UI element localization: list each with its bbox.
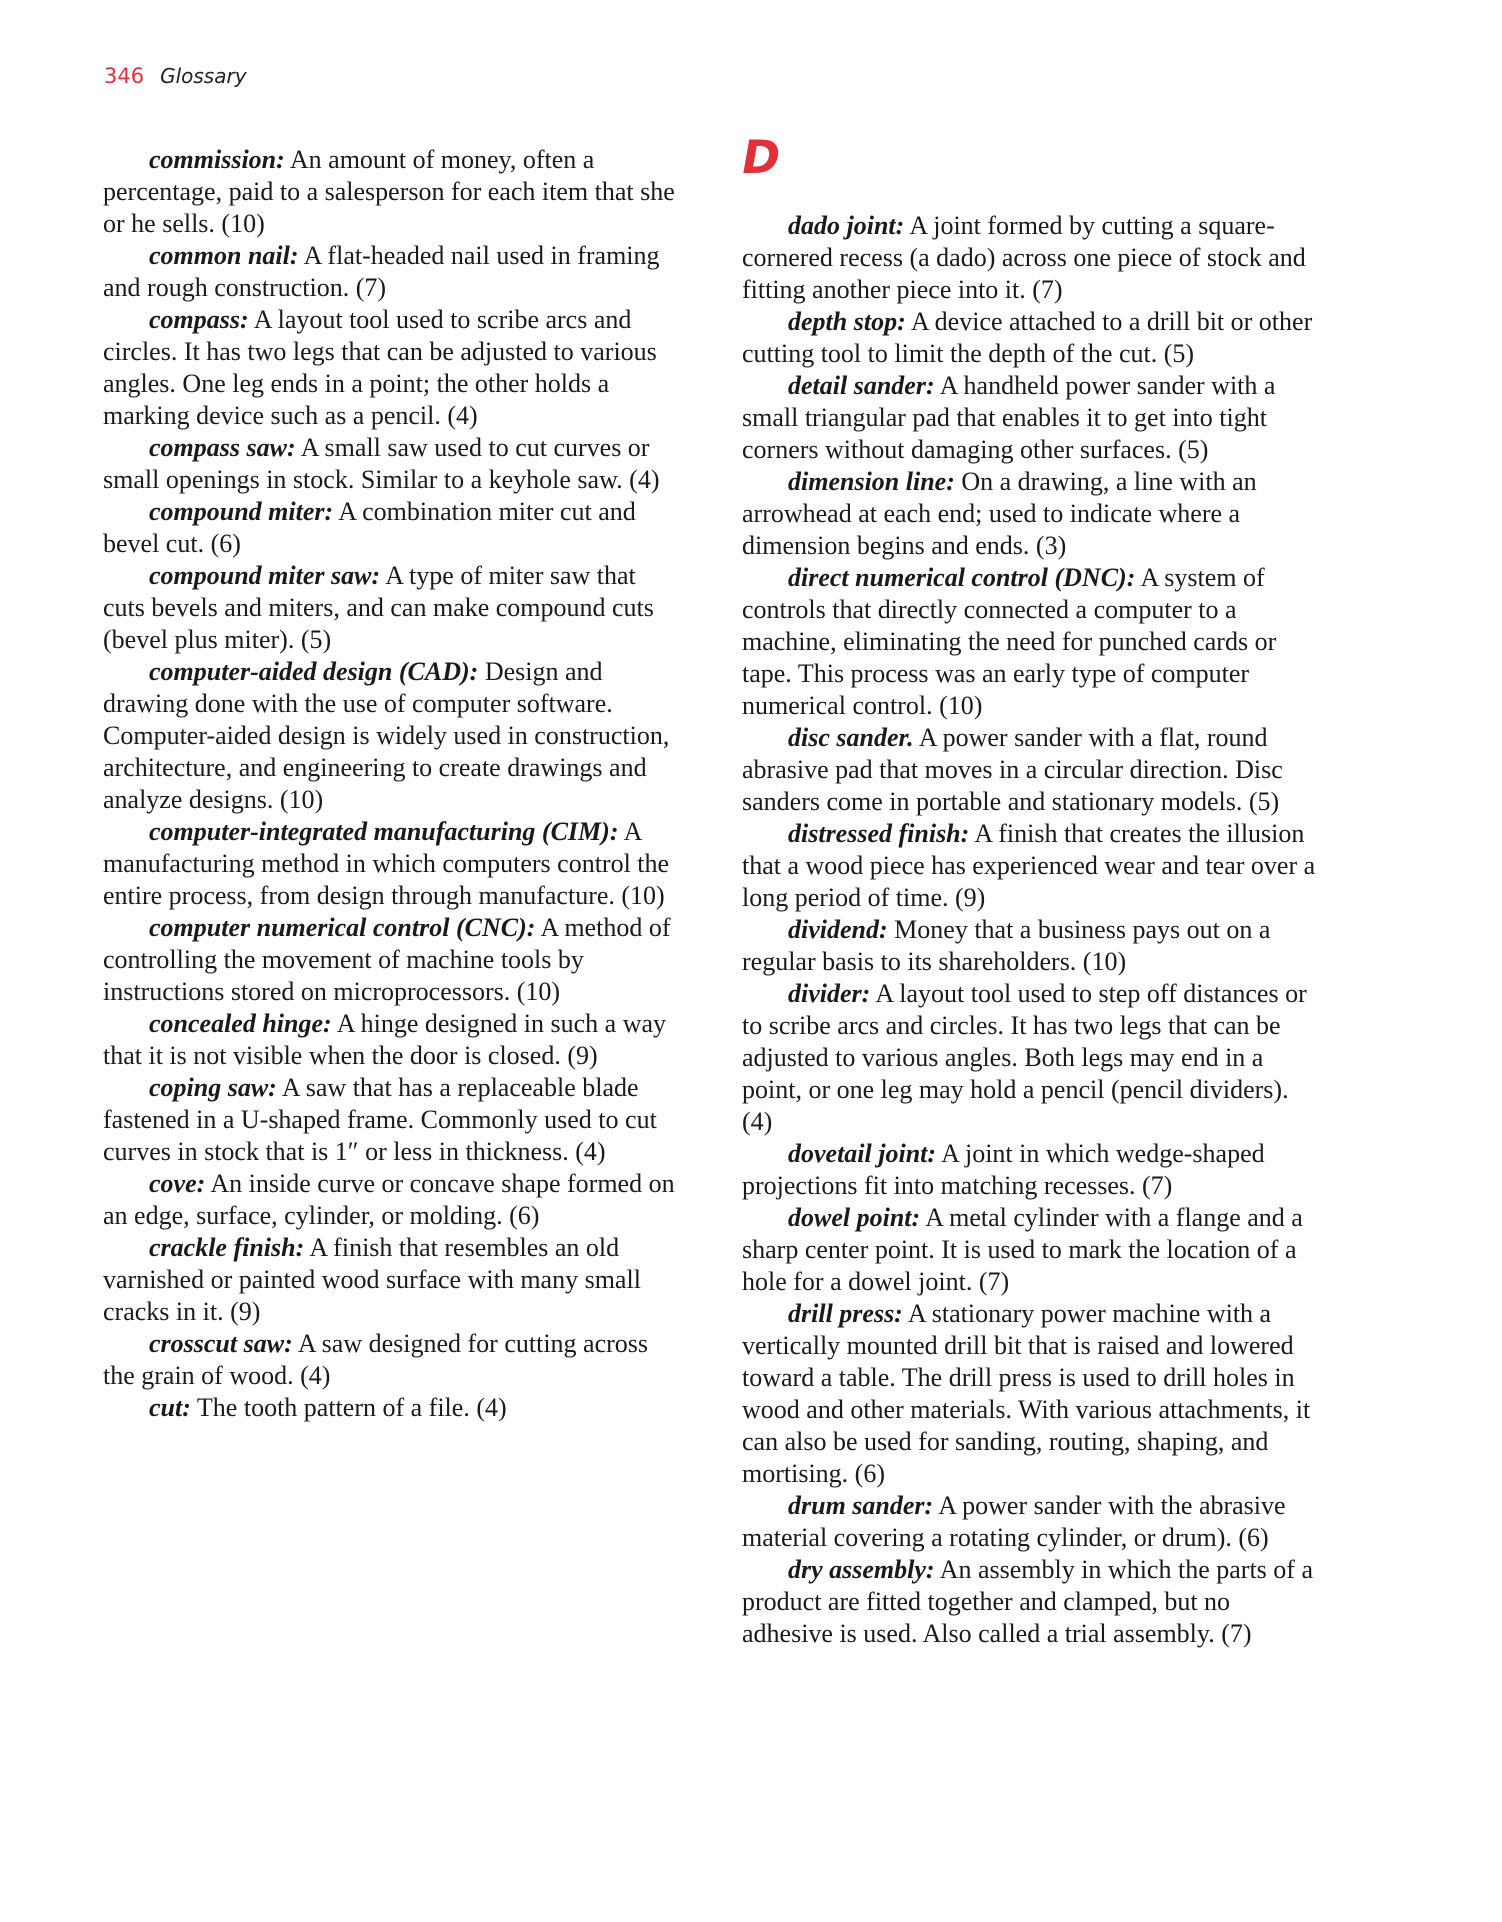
- glossary-definition: A stationary power machine with a vertically mounted drill bit that is raised and lowered toward a table. The drill press is used to drill holes in wood and other materials. With various attachments, it can also be used for sanding, routing, shaping, and mortising. (6): [742, 1299, 1311, 1488]
- glossary-term: dimension line:: [788, 467, 955, 496]
- glossary-term: dovetail joint:: [788, 1139, 937, 1168]
- glossary-entry: [742, 978, 1322, 1138]
- glossary-entry: [103, 432, 683, 496]
- glossary-term: distressed finish:: [788, 819, 970, 848]
- glossary-term: dry assembly:: [788, 1555, 935, 1584]
- glossary-entry: [103, 496, 683, 560]
- glossary-term: drill press:: [788, 1299, 903, 1328]
- glossary-term: dowel point:: [788, 1203, 921, 1232]
- glossary-definition: A device attached to a drill bit or other cutting tool to limit the depth of the cut. (5): [742, 307, 1313, 368]
- glossary-definition: A metal cylinder with a flange and a sharp center point. It is used to mark the location of a hole for a dowel joint. (7): [742, 1203, 1303, 1296]
- right-column: [742, 210, 1322, 1650]
- glossary-definition: An inside curve or concave shape formed on an edge, surface, cylinder, or molding. (6): [103, 1169, 675, 1230]
- glossary-definition: An assembly in which the parts of a product are fitted together and clamped, but no adhesive is used. Also called a trial assembly. (7): [742, 1555, 1313, 1648]
- glossary-term: concealed hinge:: [149, 1009, 332, 1038]
- glossary-entry: [103, 304, 683, 432]
- glossary-term: drum sander:: [788, 1491, 934, 1520]
- glossary-term: commission:: [149, 145, 285, 174]
- glossary-term: coping saw:: [149, 1073, 277, 1102]
- glossary-term: computer numerical control (CNC):: [149, 913, 536, 942]
- glossary-definition: A type of miter saw that cuts bevels and miters, and can make compound cuts (bevel plus miter). (5): [103, 561, 654, 654]
- glossary-definition: A saw that has a replaceable blade fastened in a U-shaped frame. Commonly used to cut curves in stock that is 1″ or less in thickness. (4): [103, 1073, 657, 1166]
- glossary-definition: A manufacturing method in which computers control the entire process, from design through manufacture. (10): [103, 817, 670, 910]
- page-number: 346: [104, 64, 145, 88]
- glossary-term: crackle finish:: [149, 1233, 305, 1262]
- glossary-term: computer-integrated manufacturing (CIM):: [149, 817, 619, 846]
- running-title: Glossary: [160, 64, 247, 88]
- glossary-term: direct numerical control (DNC):: [788, 563, 1136, 592]
- glossary-term: compass saw:: [149, 433, 296, 462]
- glossary-entry: [742, 1202, 1322, 1298]
- glossary-definition: A small saw used to cut curves or small openings in stock. Similar to a keyhole saw. (4): [103, 433, 660, 494]
- glossary-term: detail sander:: [788, 371, 935, 400]
- glossary-term: compound miter:: [149, 497, 334, 526]
- glossary-definition: A power sander with a flat, round abrasive pad that moves in a circular direction. Disc sanders come in portable and stationary models. (5): [742, 723, 1283, 816]
- glossary-entry: [103, 240, 683, 304]
- glossary-term: dado joint:: [788, 211, 905, 240]
- glossary-term: dividend:: [788, 915, 888, 944]
- glossary-term: compass:: [149, 305, 249, 334]
- glossary-definition: A finish that creates the illusion that a wood piece has experienced wear and tear over a long period of time. (9): [742, 819, 1316, 912]
- glossary-definition: The tooth pattern of a file. (4): [196, 1393, 507, 1422]
- glossary-entry: [742, 818, 1322, 914]
- left-column: [103, 144, 683, 1424]
- glossary-entry: [742, 1138, 1322, 1202]
- glossary-term: crosscut saw:: [149, 1329, 293, 1358]
- glossary-entry: [103, 144, 683, 240]
- glossary-definition: A handheld power sander with a small triangular pad that enables it to get into tight corners without damaging other surfaces. (5): [742, 371, 1276, 464]
- glossary-entry: [103, 1328, 683, 1392]
- glossary-entry: [742, 1298, 1322, 1490]
- glossary-definition: A hinge designed in such a way that it is not visible when the door is closed. (9): [103, 1009, 667, 1070]
- glossary-definition: A layout tool used to step off distances or to scribe arcs and circles. It has two legs that can be adjusted to various angles. Both legs may end in a point, or one leg may hold a pencil (pencil dividers). (4): [742, 979, 1307, 1136]
- glossary-term: divider:: [788, 979, 871, 1008]
- glossary-term: computer-aided design (CAD):: [149, 657, 479, 686]
- glossary-entry: [103, 1168, 683, 1232]
- glossary-definition: A saw designed for cutting across the grain of wood. (4): [103, 1329, 649, 1390]
- glossary-entry: [742, 914, 1322, 978]
- glossary-entry: [742, 306, 1322, 370]
- glossary-entry: [742, 370, 1322, 466]
- glossary-term: cut:: [149, 1393, 191, 1422]
- glossary-entry: [103, 816, 683, 912]
- glossary-entry: [103, 1072, 683, 1168]
- glossary-definition: Money that a business pays out on a regular basis to its shareholders. (10): [742, 915, 1271, 976]
- section-letter: D: [737, 130, 785, 184]
- glossary-definition: A flat-headed nail used in framing and rough construction. (7): [103, 241, 660, 302]
- glossary-term: cove:: [149, 1169, 206, 1198]
- glossary-definition: A finish that resembles an old varnished or painted wood surface with many small cracks in it. (9): [103, 1233, 641, 1326]
- glossary-definition: A joint formed by cutting a square-cornered recess (a dado) across one piece of stock and fitting another piece into it. (7): [742, 211, 1306, 304]
- glossary-entry: [103, 1232, 683, 1328]
- glossary-entry: [742, 210, 1322, 306]
- glossary-definition: Design and drawing done with the use of computer software. Computer-aided design is widely used in construction, architecture, and engineering to create drawings and analyze designs. (10): [103, 657, 670, 814]
- glossary-definition: A layout tool used to scribe arcs and circles. It has two legs that can be adjusted to various angles. One leg ends in a point; the other holds a marking device such as a pencil. (4): [103, 305, 657, 430]
- glossary-definition: A method of controlling the movement of machine tools by instructions stored on microprocessors. (10): [103, 913, 671, 1006]
- glossary-entry: [742, 1490, 1322, 1554]
- glossary-entry: [742, 466, 1322, 562]
- glossary-entry: [742, 1554, 1322, 1650]
- glossary-entry: [103, 1008, 683, 1072]
- glossary-entry: [103, 912, 683, 1008]
- glossary-term: disc sander.: [788, 723, 914, 752]
- glossary-entry: [103, 1392, 683, 1424]
- glossary-term: compound miter saw:: [149, 561, 381, 590]
- glossary-definition: An amount of money, often a percentage, paid to a salesperson for each item that she or he sells. (10): [103, 145, 675, 238]
- glossary-entry: [742, 562, 1322, 722]
- glossary-definition: A combination miter cut and bevel cut. (6): [103, 497, 636, 558]
- glossary-definition: A system of controls that directly connected a computer to a machine, eliminating the need for punched cards or tape. This process was an early type of computer numerical control. (10): [742, 563, 1277, 720]
- page-header: [104, 64, 247, 88]
- glossary-entry: [103, 560, 683, 656]
- glossary-definition: A power sander with the abrasive material covering a rotating cylinder, or drum). (6): [742, 1491, 1286, 1552]
- glossary-entry: [742, 722, 1322, 818]
- glossary-entry: [103, 656, 683, 816]
- glossary-term: depth stop:: [788, 307, 906, 336]
- glossary-definition: On a drawing, a line with an arrowhead at each end; used to indicate where a dimension begins and ends. (3): [742, 467, 1257, 560]
- glossary-term: common nail:: [149, 241, 299, 270]
- glossary-definition: A joint in which wedge-shaped projections fit into matching recesses. (7): [742, 1139, 1265, 1200]
